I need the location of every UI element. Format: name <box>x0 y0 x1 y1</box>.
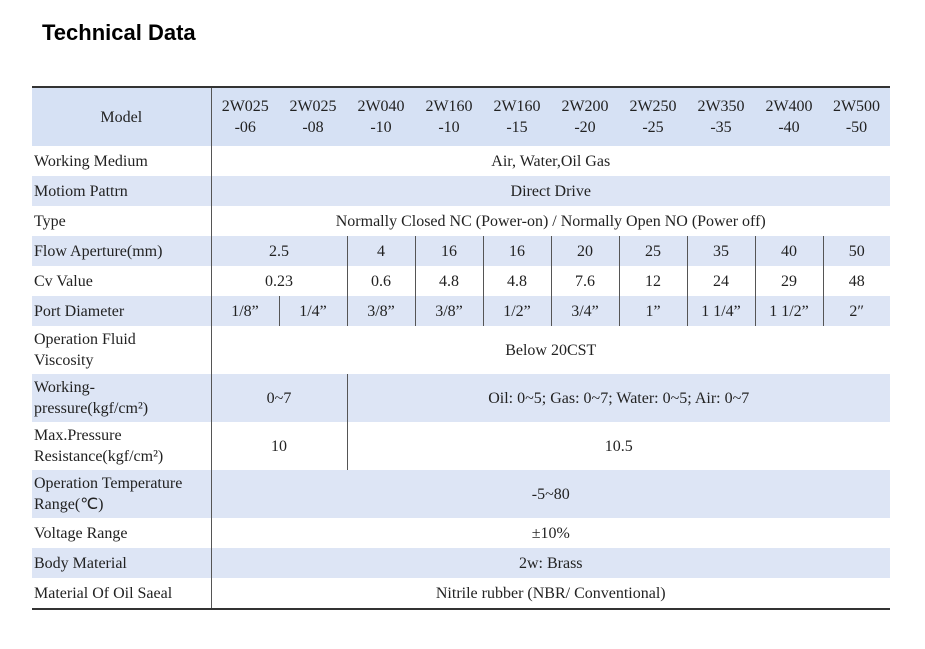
cell-value: 0~7 <box>211 374 347 422</box>
model-cell: 2W200 -20 <box>551 87 619 146</box>
row-label: Body Material <box>32 548 211 578</box>
cell-value: 1 1/2” <box>755 296 823 326</box>
row-viscosity <box>32 326 890 374</box>
row-value: Normally Closed NC (Power-on) / Normally Open NO (Power off) <box>335 212 766 230</box>
row-label: Port Diameter <box>32 296 211 326</box>
model-cell: 2W025 -08 <box>279 87 347 146</box>
row-value: 2w: Brass <box>211 548 890 578</box>
cell-value: 3/8” <box>347 296 415 326</box>
cell-value: 25 <box>619 236 687 266</box>
row-value: Direct Drive <box>211 176 890 206</box>
row-value: -5~80 <box>211 470 890 518</box>
row-label: Material Of Oil Saeal <box>32 578 211 609</box>
cell-value: 2.5 <box>211 236 347 266</box>
cell-value: Oil: 0~5; Gas: 0~7; Water: 0~5; Air: 0~7 <box>347 374 890 422</box>
model-cell: 2W025 -06 <box>211 87 279 146</box>
cell-value: 2″ <box>823 296 890 326</box>
row-label: Working- pressure(kgf/cm²) <box>32 374 211 422</box>
cell-value: 12 <box>619 266 687 296</box>
row-label: Max.Pressure Resistance(kgf/cm²) <box>32 422 211 470</box>
cell-value: 20 <box>551 236 619 266</box>
cell-value: 4 <box>347 236 415 266</box>
cell-value: 1/2” <box>483 296 551 326</box>
model-cell: 2W400 -40 <box>755 87 823 146</box>
row-label: Flow Aperture(mm) <box>32 236 211 266</box>
technical-data-table <box>32 86 890 610</box>
row-flow-aperture <box>32 236 890 266</box>
cell-value: 16 <box>483 236 551 266</box>
cell-value: 35 <box>687 236 755 266</box>
cell-value: 4.8 <box>483 266 551 296</box>
row-label: Voltage Range <box>32 518 211 548</box>
cell-value: 1/4” <box>279 296 347 326</box>
row-seal-material <box>32 578 890 609</box>
cell-value: 1” <box>619 296 687 326</box>
model-cell: 2W040 -10 <box>347 87 415 146</box>
model-cell: 2W250 -25 <box>619 87 687 146</box>
cell-value: 0.23 <box>265 272 293 290</box>
cell-value: 50 <box>823 236 890 266</box>
cell-value: 10 <box>271 437 287 455</box>
row-max-pressure <box>32 422 890 470</box>
cell-value: 16 <box>415 236 483 266</box>
row-value: Below 20CST <box>505 341 597 359</box>
row-temperature <box>32 470 890 518</box>
row-voltage <box>32 518 890 548</box>
row-label: Working Medium <box>32 146 211 176</box>
model-header: Model <box>32 87 211 146</box>
row-label: Motiom Pattrn <box>32 176 211 206</box>
row-type <box>32 206 890 236</box>
cell-value: 1/8” <box>211 296 279 326</box>
cell-value: 0.6 <box>347 266 415 296</box>
row-value: ±10% <box>531 524 570 542</box>
cell-value: 24 <box>687 266 755 296</box>
row-label: Operation Fluid Viscosity <box>32 326 211 374</box>
cell-value: 1 1/4” <box>687 296 755 326</box>
row-port-diameter <box>32 296 890 326</box>
row-label: Cv Value <box>32 266 211 296</box>
model-cell: 2W160 -10 <box>415 87 483 146</box>
cell-value: 10.5 <box>347 422 890 470</box>
model-cell: 2W160 -15 <box>483 87 551 146</box>
cell-value: 29 <box>755 266 823 296</box>
row-working-pressure <box>32 374 890 422</box>
cell-value: 3/4” <box>551 296 619 326</box>
model-cell: 2W350 -35 <box>687 87 755 146</box>
cell-value: 3/8” <box>415 296 483 326</box>
model-cell: 2W500 -50 <box>823 87 890 146</box>
row-label: Operation Temperature Range(℃) <box>32 470 211 518</box>
cell-value: 7.6 <box>551 266 619 296</box>
header-row <box>32 87 890 146</box>
row-body-material <box>32 548 890 578</box>
row-value: Air, Water,Oil Gas <box>491 152 611 170</box>
cell-value: 48 <box>823 266 890 296</box>
page-title: Technical Data <box>42 20 196 45</box>
row-working-medium <box>32 146 890 176</box>
row-label: Type <box>32 206 211 236</box>
cell-value: 40 <box>755 236 823 266</box>
row-motion-pattern <box>32 176 890 206</box>
row-cv-value <box>32 266 890 296</box>
cell-value: 4.8 <box>415 266 483 296</box>
row-value: Nitrile rubber (NBR/ Conventional) <box>435 584 666 602</box>
